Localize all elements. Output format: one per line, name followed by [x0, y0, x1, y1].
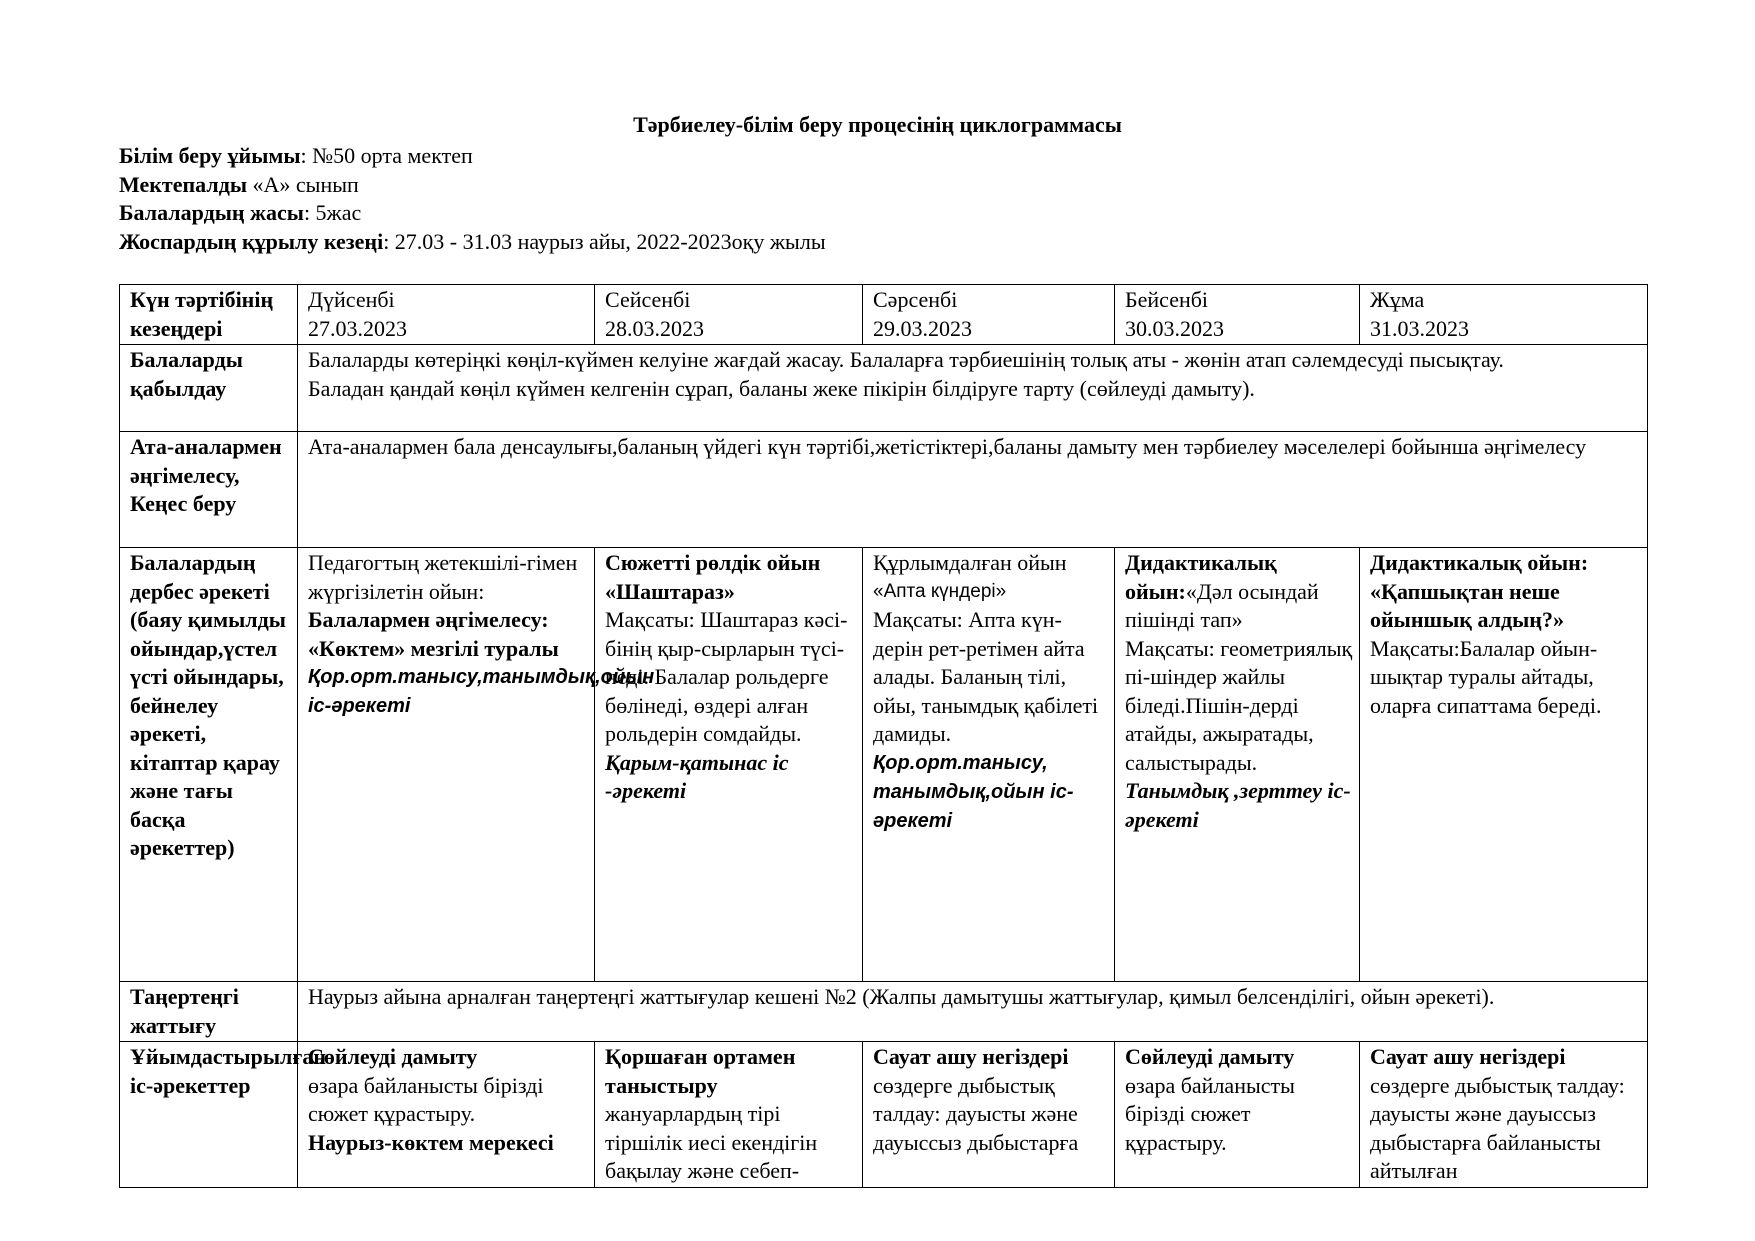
day-date: 28.03.2023	[605, 315, 704, 341]
independent-monday	[298, 548, 655, 982]
reception-text-2: Баладан қандай көңіл күймен келгенін сұрап, баланы жеке пікірін білдіруге тарту (сөйлеуді дамыту).	[308, 375, 1255, 401]
thursday-activity: Танымдық ,зерттеу іс-әрекеті	[1125, 778, 1351, 832]
meta-period-value: : 27.03 - 31.03 наурыз айы, 2022-2023оқу жылы	[383, 228, 826, 254]
organized-thursday	[1115, 1042, 1360, 1188]
monday-intro: Педагогтың жетекшілі-гімен жүргізілетін ойын:	[308, 550, 578, 604]
organized-friday-subject: Сауат ашу негіздері	[1370, 1044, 1566, 1069]
monday-topic: Балалармен әңгімелесу: «Көктем» мезгілі туралы	[308, 607, 559, 661]
day-name: Дүйсенбі	[308, 287, 395, 312]
meta-class-label: Мектепалды	[119, 171, 248, 197]
organized-tuesday-text: жануарлардың тірі тіршілік иесі екендігін бақылау және себеп-	[605, 1101, 818, 1183]
meta-organization	[119, 142, 826, 171]
meta-organization-value: : №50 орта мектеп	[300, 143, 473, 168]
meta-organization-label: Білім беру ұйымы	[119, 143, 301, 168]
parents-content: Ата-аналармен бала денсаулығы,баланың үйдегі күн тәртібі,жетістіктері,баланы дамыту мен тәрбиелеу мәселелері бойынша әңгімелесу	[298, 432, 1648, 548]
thursday-game: «Дәл осындай пішінді тап»	[1125, 578, 1319, 632]
day-name: Сейсенбі	[605, 287, 691, 312]
wednesday-text: Мақсаты: Апта күн-дерін рет-ретімен айта алады. Баланың тілі, ойы, танымдық қабілеті дамиды.	[873, 607, 1099, 746]
meta-class	[119, 171, 826, 200]
organized-monday-text: өзара байланысты бірізді сюжет құрастыру.	[308, 1072, 544, 1126]
wednesday-intro: Құрлымдалған ойын	[873, 550, 1067, 575]
reception-content	[298, 345, 1648, 432]
day-date: 31.03.2023	[1370, 315, 1469, 341]
header-day-friday	[1360, 285, 1648, 345]
tuesday-topic: Сюжетті рөлдік ойын «Шаштараз»	[605, 550, 821, 604]
thursday-topic: Дидактикалық ойын:	[1125, 550, 1277, 604]
table-row-morning	[120, 982, 1648, 1042]
morning-content: Наурыз айына арналған таңертеңгі жаттығулар кешені №2 (Жалпы дамытушы жаттығулар, қимыл белсенділігі, ойын әрекеті).	[298, 982, 1648, 1042]
meta-age	[119, 199, 826, 228]
independent-wednesday	[863, 548, 1115, 982]
schedule-table	[119, 284, 1648, 1188]
day-date: 29.03.2023	[873, 315, 972, 341]
header-day-thursday	[1115, 285, 1360, 345]
tuesday-activity: Қарым-қатынас іс -әрекеті	[605, 749, 789, 803]
organized-thursday-subject: Сөйлеуді дамыту	[1125, 1044, 1295, 1069]
organized-monday-subject: Сөйлеуді дамыту	[308, 1044, 478, 1069]
header-day-monday	[298, 285, 595, 345]
table-row-organized	[120, 1042, 1648, 1188]
meta-age-label: Балалардың жасы	[119, 200, 304, 225]
organized-tuesday-subject: Қоршаған ортамен таныстыру	[605, 1044, 796, 1098]
organized-monday	[298, 1042, 595, 1188]
friday-topic: Дидактикалық ойын: «Қапшықтан неше ойыншық алдың?»	[1370, 550, 1589, 632]
day-name: Сәрсенбі	[873, 287, 958, 312]
organized-friday-text: сөздерге дыбыстық талдау: дауысты және дауыссыз дыбыстарға байланысты айтылған	[1370, 1072, 1625, 1183]
organized-monday-topic: Наурыз-көктем мерекесі	[308, 1129, 554, 1155]
stage-cell: Балаларды қабылдау	[120, 345, 298, 432]
day-date: 27.03.2023	[308, 315, 407, 341]
organized-wednesday	[863, 1042, 1115, 1188]
meta-age-value: : 5жас	[303, 200, 362, 225]
table-row-independent	[120, 548, 1648, 982]
tuesday-text: Мақсаты: Шаштараз кәсі-бінің қыр-сырларын түсі-неді. Балалар рольдерге бөлінеді, өздері алған рольдерін сомдайды.	[605, 607, 848, 746]
thursday-text: Мақсаты: геометриялық пі-шіндер жайлы біледі.Пішін-дерді атайды, ажыратады, салыстырады.	[1125, 635, 1353, 775]
stage-cell: Ұйымдастырылған іс-әрекеттер	[120, 1042, 298, 1188]
independent-tuesday	[595, 548, 863, 982]
table-row-parents	[120, 432, 1648, 548]
organized-wednesday-subject: Сауат ашу негіздері	[873, 1044, 1069, 1069]
monday-activity: Қор.орт.танысу,танымдық,ойын іс-әрекеті	[308, 666, 655, 717]
independent-thursday	[1115, 548, 1360, 982]
wednesday-activity: Қор.орт.танысу, танымдық,ойын іс-әрекеті	[873, 751, 1074, 832]
organized-wednesday-text: сөздерге дыбыстық талдау: дауысты және дауыссыз дыбыстарға	[873, 1072, 1079, 1155]
page-title: Тәрбиелеу-білім беру процесінің циклограммасы	[633, 112, 1122, 137]
friday-text: Мақсаты:Балалар ойын-шықтар туралы айтады, оларға сипаттама береді.	[1370, 635, 1602, 718]
reception-text-1: Балаларды көтеріңкі көңіл-күймен келуіне жағдай жасау. Балаларға тәрбиешінің толық аты - жөнін атап сәлемдесуді пысықтау.	[308, 347, 1504, 372]
day-name: Жұма	[1370, 287, 1425, 312]
table-header-row	[120, 285, 1648, 345]
meta-period-label: Жоспардың құрылу кезеңі	[119, 228, 384, 254]
stage-cell: Ата-аналармен әңгімелесу, Кеңес беру	[120, 432, 298, 548]
independent-friday	[1360, 548, 1648, 982]
meta-period	[119, 228, 826, 257]
organized-tuesday	[595, 1042, 863, 1188]
meta-class-value: «А» сынып	[247, 171, 359, 197]
day-date: 30.03.2023	[1125, 315, 1224, 341]
table-row-reception	[120, 345, 1648, 432]
wednesday-game: «Апта күндері»	[873, 580, 1007, 602]
document-meta	[119, 142, 826, 256]
organized-friday	[1360, 1042, 1648, 1188]
stage-cell: Балалардың дербес әрекеті (баяу қимылды ойындар,үстел үсті ойындары, бейнелеу әрекеті, кітаптар қарау және тағы басқа әрекеттер)	[120, 548, 298, 982]
organized-thursday-text: өзара байланысты бірізді сюжет құрастыру.	[1125, 1072, 1295, 1155]
header-day-wednesday	[863, 285, 1115, 345]
day-name: Бейсенбі	[1125, 287, 1209, 312]
thursday-heading	[1125, 549, 1353, 635]
stage-cell: Таңертеңгі жаттығу	[120, 982, 298, 1042]
header-stage-cell: Күн тәртібінің кезеңдері	[120, 285, 298, 345]
header-day-tuesday	[595, 285, 863, 345]
